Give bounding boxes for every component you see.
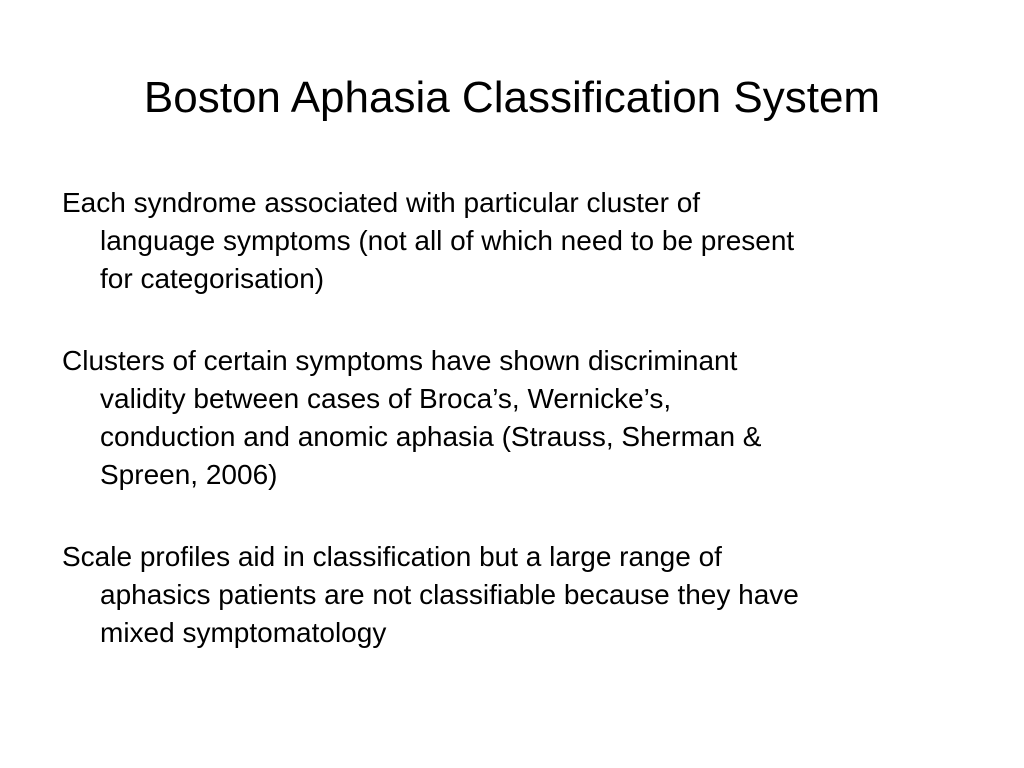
paragraph-syndrome-clusters xyxy=(62,184,972,298)
slide-body xyxy=(62,184,972,652)
paragraph-line: Scale profiles aid in classification but a large range of xyxy=(62,541,722,572)
paragraph-line: Clusters of certain symptoms have shown discriminant xyxy=(62,345,738,376)
paragraph-scale-profiles xyxy=(62,538,972,652)
paragraph-line: Spreen, 2006) xyxy=(100,459,278,490)
paragraph-line: aphasics patients are not classifiable because they have xyxy=(100,579,799,610)
paragraph-line: mixed symptomatology xyxy=(100,617,387,648)
paragraph-line: language symptoms (not all of which need to be present xyxy=(100,225,795,256)
paragraph-discriminant-validity xyxy=(62,342,972,494)
slide-title: Boston Aphasia Classification System xyxy=(143,73,881,122)
paragraph-line: Each syndrome associated with particular cluster of xyxy=(62,187,701,218)
paragraph-line: validity between cases of Broca’s, Wernicke’s, xyxy=(100,383,672,414)
paragraph-line: for categorisation) xyxy=(100,263,325,294)
paragraph-line: conduction and anomic aphasia (Strauss, Sherman & xyxy=(100,421,762,452)
